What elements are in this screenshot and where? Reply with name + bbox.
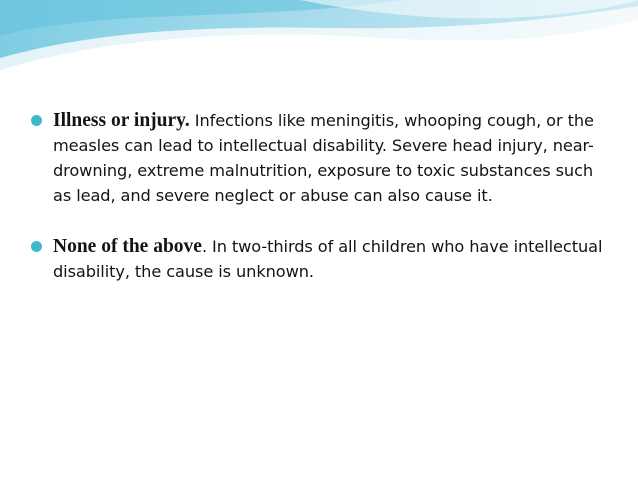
bullet-text: . In two-thirds of all children who have intellectual disability, the cause is unknown. — [53, 237, 603, 281]
bullet-lead: Illness or injury. — [53, 110, 190, 131]
bullet-dot-icon — [31, 115, 42, 126]
bullet-dot-icon — [31, 241, 42, 252]
bullet-item-none-of-the-above — [31, 234, 611, 284]
bullet-item-illness — [31, 108, 611, 208]
bullet-list — [31, 108, 611, 310]
header-wave-decoration — [0, 0, 638, 80]
bullet-lead: None of the above — [53, 236, 202, 257]
bullet-text: Infections like meningitis, whooping cough, or the measles can lead to intellectual disability. Severe head injury, near-drowning, extreme malnutrition, exposure to toxic substances such as lead, and severe neglect or abuse can also cause it. — [53, 111, 594, 205]
